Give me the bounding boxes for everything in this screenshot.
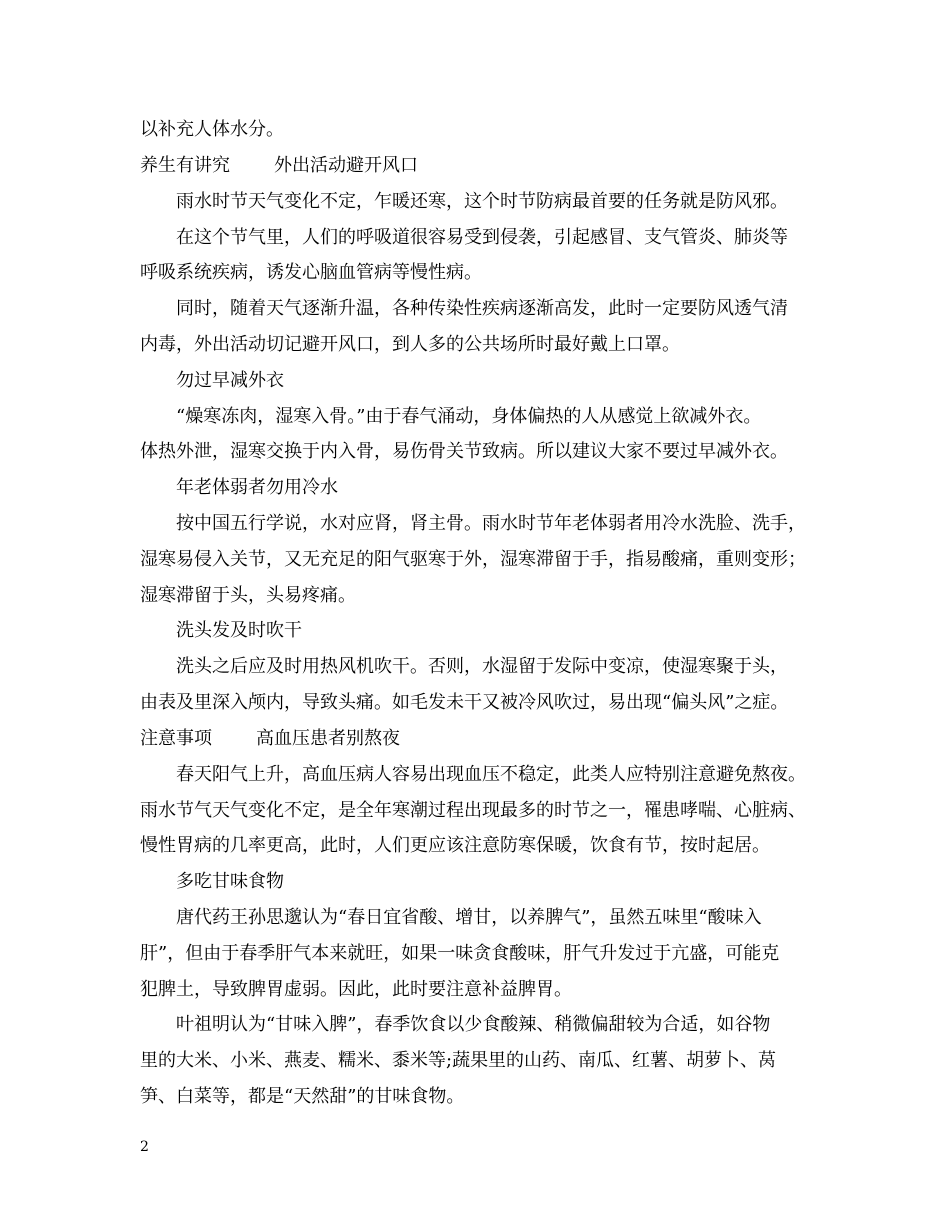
paragraph-line: 在这个节气里，人们的呼吸道很容易受到侵袭，引起感冒、支气管炎、肺炎等 — [176, 227, 788, 248]
paragraph-line: 湿寒滞留于头，头易疼痛。 — [140, 585, 356, 606]
paragraph-line: 叶祖明认为“甘味入脾”，春季饮食以少食酸辣、稍微偏甜较为合适，如谷物 — [176, 1014, 771, 1035]
paragraph-line: 春天阳气上升，高血压病人容易出现血压不稳定，此类人应特别注意避免熬夜。 — [176, 764, 806, 785]
paragraph-line: 由表及里深入颅内，导致头痛。如毛发未干又被冷风吹过，易出现“偏头风”之症。 — [140, 692, 789, 713]
page-number: 2 — [140, 1139, 149, 1155]
paragraph-line: 内毒，外出活动切记避开风口，到人多的公共场所时最好戴上口罩。 — [140, 334, 680, 355]
subheading: 勿过早减外衣 — [176, 370, 284, 391]
paragraph-line: “燥寒冻肉，湿寒入骨。”由于春气涌动，身体偏热的人从感觉上欲减外衣。 — [176, 406, 762, 427]
paragraph-line: 笋、白菜等，都是“天然甜”的甘味食物。 — [140, 1086, 465, 1107]
section-heading — [140, 154, 418, 178]
paragraph-line: 雨水节气天气变化不定，是全年寒潮过程出现最多的时节之一，罹患哮喘、心脏病、 — [140, 800, 806, 821]
paragraph-line: 同时，随着天气逐渐升温，各种传染性疾病逐渐高发，此时一定要防风透气清 — [176, 298, 788, 319]
section-heading — [140, 727, 400, 751]
paragraph-line: 按中国五行学说，水对应肾，肾主骨。雨水时节年老体弱者用冷水洗脸、洗手， — [176, 513, 806, 534]
section-label: 注意事项 — [140, 728, 212, 749]
paragraph-line: 雨水时节天气变化不定，乍暖还寒，这个时节防病最首要的任务就是防风邪。 — [176, 191, 788, 212]
paragraph-line: 里的大米、小米、燕麦、糯米、黍米等;蔬果里的山药、南瓜、红薯、胡萝卜、莴 — [140, 1050, 777, 1071]
subheading: 洗头发及时吹干 — [176, 620, 302, 641]
paragraph-line: 体热外泄，湿寒交换于内入骨，易伤骨关节致病。所以建议大家不要过早减外衣。 — [140, 441, 788, 462]
section-title: 高血压患者别熬夜 — [256, 728, 400, 749]
section-label: 养生有讲究 — [140, 155, 230, 176]
paragraph-line: 肝”，但由于春季肝气本来就旺，如果一味贪食酸味，肝气升发过于亢盛，可能克 — [140, 943, 780, 964]
subheading: 多吃甘味食物 — [176, 871, 284, 892]
paragraph-line: 慢性胃病的几率更高，此时，人们更应该注意防寒保暖，饮食有节，按时起居。 — [140, 835, 770, 856]
section-title: 外出活动避开风口 — [274, 155, 418, 176]
paragraph-line: 唐代药王孙思邈认为“春日宜省酸、增甘，以养脾气”，虽然五味里“酸味入 — [176, 907, 762, 928]
paragraph-line: 湿寒易侵入关节，又无充足的阳气驱寒于外，湿寒滞留于手，指易酸痛，重则变形； — [140, 549, 806, 570]
paragraph-line: 呼吸系统疾病，诱发心脑血管病等慢性病。 — [140, 262, 482, 283]
paragraph-line: 犯脾土，导致脾胃虚弱。因此，此时要注意补益脾胃。 — [140, 979, 572, 1000]
subheading: 年老体弱者勿用冷水 — [176, 477, 338, 498]
paragraph-line: 以补充人体水分。 — [140, 119, 284, 140]
paragraph-line: 洗头之后应及时用热风机吹干。否则，水湿留于发际中变凉，使湿寒聚于头， — [176, 656, 788, 677]
